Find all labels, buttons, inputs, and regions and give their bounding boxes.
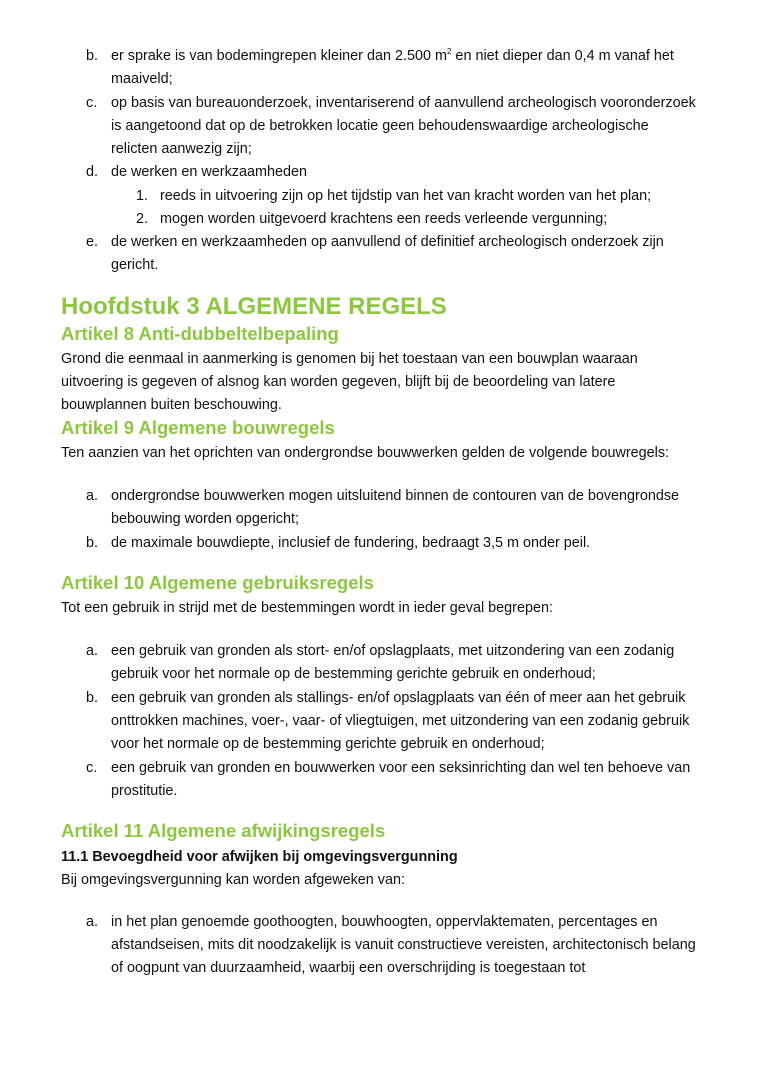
article-9-intro: Ten aanzien van het oprichten van ondergrondse bouwwerken gelden de volgende bouwregels:: [61, 445, 670, 461]
list-marker: a.: [86, 643, 99, 659]
list-item-d: [86, 161, 696, 184]
list-marker: b.: [86, 535, 99, 551]
article-11-1-subheading: 11.1 Bevoegdheid voor afwijken bij omgevingsvergunning: [61, 849, 458, 865]
list-item-text: op basis van bureauonderzoek, inventariserend of aanvullend archeologisch vooronderzoek is aangetoond dat op de betrokken locatie geen behoudenswaardige archeologische relicten aanwezig zijn;: [111, 95, 696, 157]
list-item-text: de maximale bouwdiepte, inclusief de fundering, bedraagt 3,5 m onder peil.: [111, 535, 591, 551]
article-9-item-a: [86, 485, 696, 531]
list-item-text: de werken en werkzaamheden op aanvullend of definitief archeologisch onderzoek zijn gericht.: [111, 234, 664, 273]
article-11-item-a: [86, 911, 696, 980]
chapter-heading: Hoofdstuk 3 ALGEMENE REGELS: [61, 293, 447, 320]
list-item-text: er sprake is van bodemingrepen kleiner dan 2.500 $m^2$ en niet dieper dan 0,4 m vanaf het maaiveld;: [111, 47, 674, 87]
article-11-intro: Bij omgevingsvergunning kan worden afgeweken van:: [61, 872, 405, 888]
article-10-item-b: [86, 687, 696, 756]
superscript: 2: [446, 47, 452, 57]
list-marker: c.: [86, 760, 98, 776]
list-item-text: in het plan genoemde goothoogten, bouwhoogten, oppervlaktematen, percentages en afstandseisen, mits dit noodzakelijk is vanuit constructieve vereisten, architectonisch belang of oogpunt van duurzaamheid, waarbij een overschrijding is toegestaan tot: [111, 914, 696, 976]
list-marker: a.: [86, 914, 99, 930]
list-marker: c.: [86, 95, 98, 111]
list-marker: e.: [86, 234, 99, 250]
article-10-intro: Tot een gebruik in strijd met de bestemmingen wordt in ieder geval begrepen:: [61, 600, 553, 616]
article-8-text: Grond die eenmaal in aanmerking is genomen bij het toestaan van een bouwplan waaraan uitvoering is gegeven of alsnog kan worden gegeven, blijft bij de beoordeling van latere bouwplannen buiten beschouwing.: [61, 351, 638, 413]
sub-list-item-1: [136, 185, 696, 208]
list-item-text: ondergrondse bouwwerken mogen uitsluitend binnen de contouren van de bovengrondse bebouwing worden opgericht;: [111, 488, 680, 527]
list-marker: b.: [86, 48, 99, 64]
list-item-text: de werken en werkzaamheden: [111, 164, 307, 180]
article-10-item-a: [86, 640, 696, 686]
sub-list-item-2: [136, 208, 696, 231]
list-marker: 1.: [136, 188, 149, 204]
article-10-item-c: [86, 757, 696, 803]
list-item-text: reeds in uitvoering zijn op het tijdstip van het van kracht worden van het plan;: [160, 188, 652, 204]
list-marker: b.: [86, 690, 99, 706]
article-10-heading: Artikel 10 Algemene gebruiksregels: [61, 572, 374, 593]
list-marker: d.: [86, 164, 99, 180]
list-item-e: [86, 231, 696, 277]
list-item-text: mogen worden uitgevoerd krachtens een reeds verleende vergunning;: [160, 211, 608, 227]
article-11-heading: Artikel 11 Algemene afwijkingsregels: [61, 820, 386, 841]
list-marker: a.: [86, 488, 99, 504]
article-9-heading: Artikel 9 Algemene bouwregels: [61, 417, 335, 438]
list-item-text: een gebruik van gronden en bouwwerken voor een seksinrichting dan wel ten behoeve van prostitutie.: [111, 760, 691, 799]
list-item-text: een gebruik van gronden als stallings- en/of opslagplaats van één of meer aan het gebruik onttrokken machines, voer-, vaar- of vliegtuigen, met uitzondering van een zodanig gebruik voor het normale op de bestemming gerichte gebruik en onderhoud;: [111, 690, 690, 752]
list-item-b: [86, 45, 696, 91]
article-9-item-b: [86, 532, 696, 555]
list-marker: 2.: [136, 211, 149, 227]
article-8-heading: Artikel 8 Anti-dubbeltelbepaling: [61, 323, 339, 344]
list-item-text: een gebruik van gronden als stort- en/of opslagplaats, met uitzondering van een zodanig gebruik voor het normale op de bestemming gerichte gebruik en onderhoud;: [111, 643, 675, 682]
list-item-c: [86, 92, 696, 161]
